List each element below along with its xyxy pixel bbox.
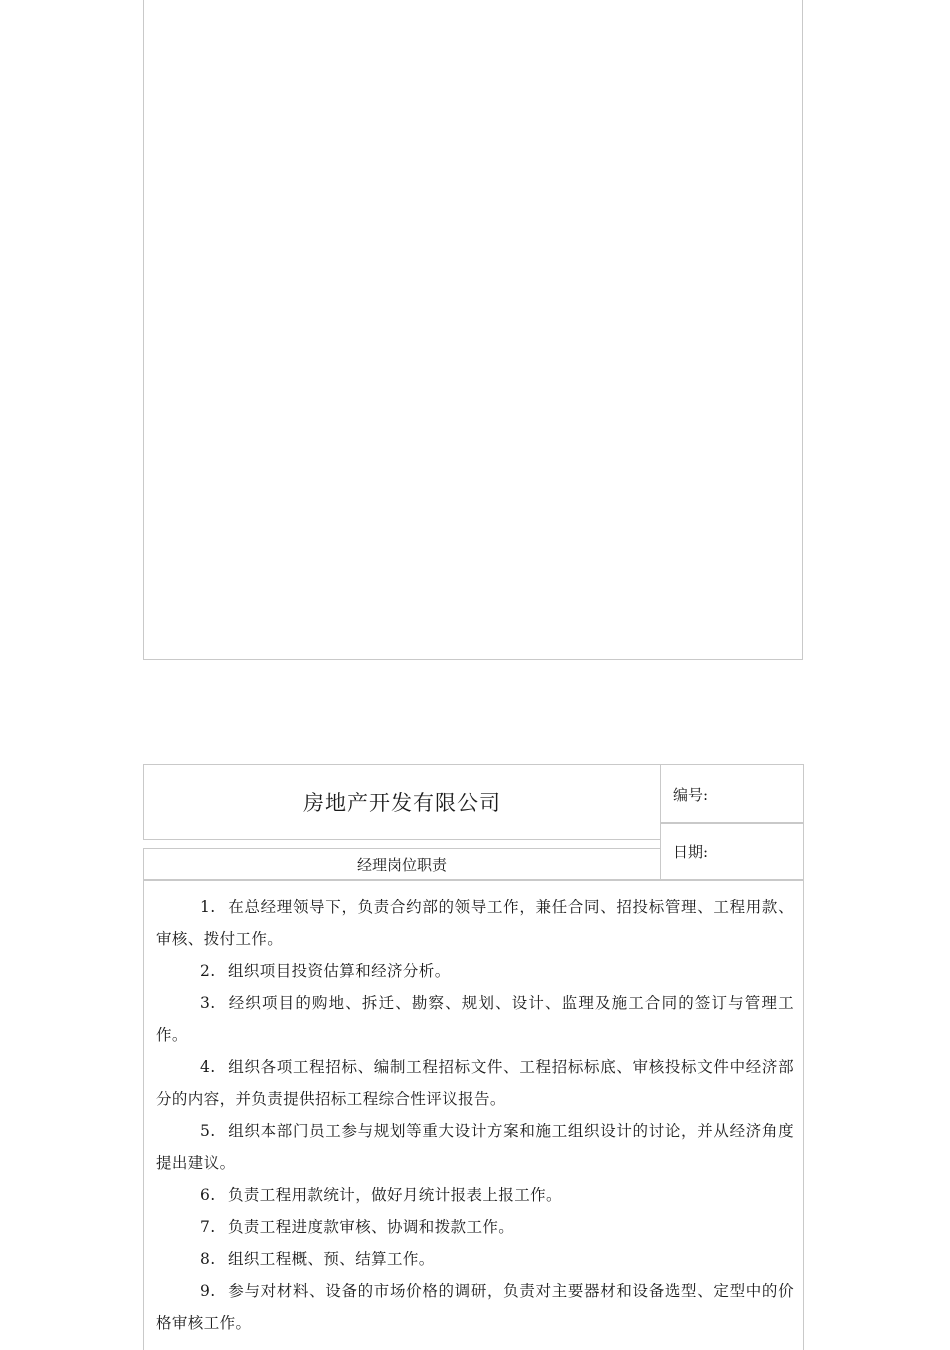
company-name: 房地产开发有限公司 bbox=[303, 791, 501, 815]
duty-number: 8. bbox=[200, 1250, 216, 1268]
duty-item bbox=[156, 987, 794, 1051]
duty-item bbox=[156, 955, 794, 987]
document-title-cell bbox=[143, 848, 661, 880]
duty-text: 负责工程进度款审核、协调和拨款工作。 bbox=[228, 1218, 515, 1236]
duty-number: 3. bbox=[200, 994, 216, 1012]
duty-text: 组织项目投资估算和经济分析。 bbox=[228, 962, 451, 980]
date-label: 日期: bbox=[673, 842, 709, 861]
previous-page-frame bbox=[143, 0, 803, 660]
document-title: 经理岗位职责 bbox=[356, 855, 447, 874]
duty-number: 9. bbox=[200, 1282, 216, 1300]
duty-text: 组织工程概、预、结算工作。 bbox=[228, 1250, 435, 1268]
code-field bbox=[660, 764, 804, 824]
duty-item bbox=[156, 1179, 794, 1211]
duty-item bbox=[156, 891, 794, 955]
duties-body bbox=[143, 880, 804, 1350]
code-label: 编号: bbox=[673, 785, 709, 804]
duty-item bbox=[156, 1051, 794, 1115]
duty-item bbox=[156, 1275, 794, 1339]
duty-text: 组织各项工程招标、编制工程招标文件、工程招标标底、审核投标文件中经济部分的内容，并负责提供招标工程综合性评议报告。 bbox=[156, 1058, 794, 1108]
duty-number: 1. bbox=[200, 898, 216, 916]
duty-item bbox=[156, 1211, 794, 1243]
date-field bbox=[660, 822, 804, 880]
company-name-cell bbox=[143, 764, 661, 840]
duty-text: 在总经理领导下，负责合约部的领导工作，兼任合同、招投标管理、工程用款、审核、拨付工作。 bbox=[156, 898, 794, 948]
duty-item bbox=[156, 1115, 794, 1179]
duty-number: 5. bbox=[200, 1122, 216, 1140]
duty-text: 参与对材料、设备的市场价格的调研，负责对主要器材和设备选型、定型中的价格审核工作。 bbox=[156, 1282, 794, 1332]
duty-text: 组织本部门员工参与规划等重大设计方案和施工组织设计的讨论，并从经济角度提出建议。 bbox=[156, 1122, 794, 1172]
duty-item bbox=[156, 1243, 794, 1275]
duty-text: 经织项目的购地、拆迁、勘察、规划、设计、监理及施工合同的签订与管理工作。 bbox=[156, 994, 794, 1044]
duty-number: 6. bbox=[200, 1186, 216, 1204]
document-header-table bbox=[143, 764, 804, 880]
duty-number: 4. bbox=[200, 1058, 216, 1076]
duty-number: 7. bbox=[200, 1218, 216, 1236]
duty-text: 负责工程用款统计，做好月统计报表上报工作。 bbox=[228, 1186, 562, 1204]
duty-number: 2. bbox=[200, 962, 216, 980]
